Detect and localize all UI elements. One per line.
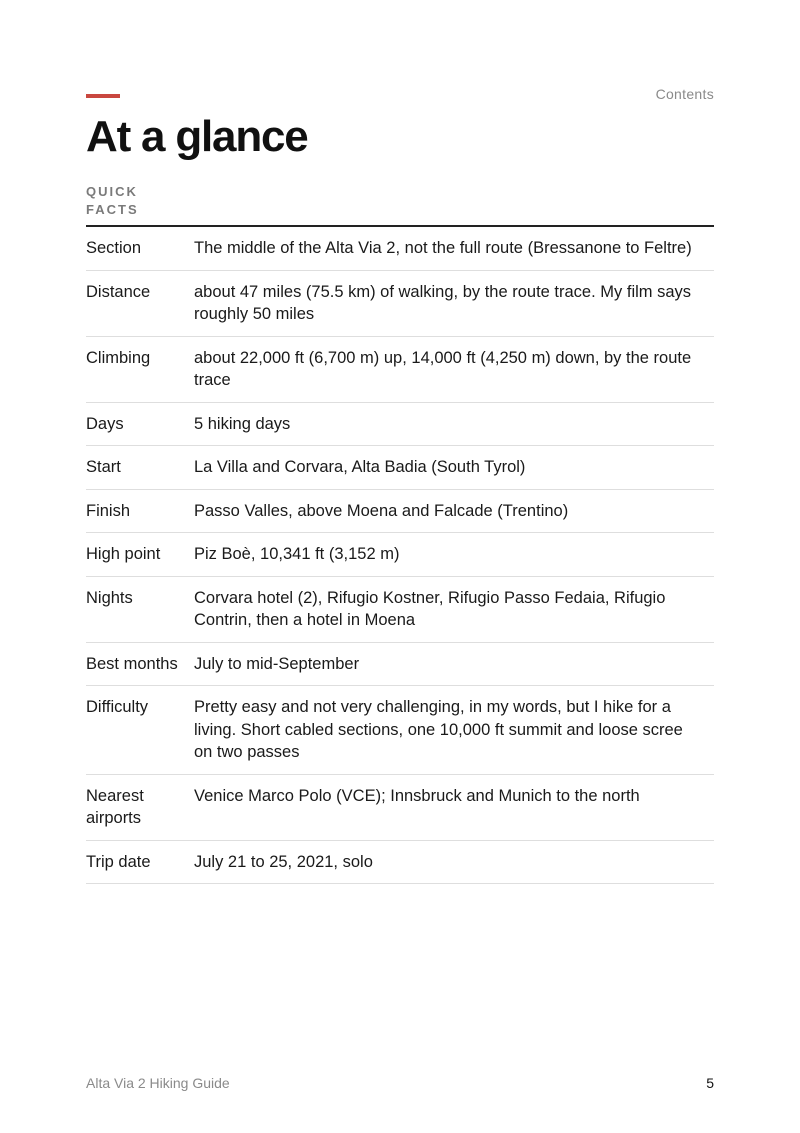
fact-row-days xyxy=(86,403,714,447)
fact-key: Distance xyxy=(86,282,151,301)
fact-row-finish xyxy=(86,490,714,534)
fact-row-trip-date xyxy=(86,841,714,885)
fact-value: Passo Valles, above Moena and Falcade (Trentino) xyxy=(194,501,569,520)
section-label: QUICK FACTS xyxy=(86,184,139,217)
fact-key: Difficulty xyxy=(86,698,149,716)
page-number: 5 xyxy=(706,1075,714,1091)
fact-key: Start xyxy=(86,458,121,476)
fact-row-difficulty xyxy=(86,686,714,775)
fact-row-start xyxy=(86,446,714,490)
fact-row-nights xyxy=(86,577,714,643)
fact-row-section xyxy=(86,227,714,271)
accent-bar xyxy=(86,94,120,98)
fact-key: Climbing xyxy=(86,348,151,367)
fact-row-distance xyxy=(86,271,714,337)
fact-value: Corvara hotel (2), Rifugio Kostner, Rifugio Passo Fedaia, Rifugio Contrin, then a hotel in Moena xyxy=(194,588,666,629)
fact-key: Days xyxy=(86,414,124,433)
fact-row-nearest-airports xyxy=(86,775,714,841)
fact-value: about 22,000 ft (6,700 m) up, 14,000 ft (4,250 m) down, by the route trace xyxy=(194,348,692,389)
fact-value: Pretty easy and not very challenging, in my words, but I hike for a living. Short cabled sections, one 10,000 ft summit and loose scree on two passes xyxy=(194,698,683,761)
fact-key: Trip date xyxy=(86,852,151,871)
page-title: At a glance xyxy=(86,112,308,161)
fact-row-high-point xyxy=(86,533,714,577)
fact-value: La Villa and Corvara, Alta Badia (South Tyrol) xyxy=(194,458,526,476)
fact-value: The middle of the Alta Via 2, not the full route (Bressanone to Feltre) xyxy=(194,239,692,257)
quick-facts-table xyxy=(86,225,714,884)
fact-key: Section xyxy=(86,239,142,257)
fact-key: High point xyxy=(86,545,161,563)
footer-guide-title: Alta Via 2 Hiking Guide xyxy=(86,1075,230,1091)
fact-row-best-months xyxy=(86,643,714,687)
fact-key: Best months xyxy=(86,654,178,673)
contents-link[interactable]: Contents xyxy=(655,86,714,102)
fact-row-climbing xyxy=(86,337,714,403)
fact-value: July 21 to 25, 2021, solo xyxy=(194,852,373,871)
fact-value: Piz Boè, 10,341 ft (3,152 m) xyxy=(194,545,400,563)
fact-value: July to mid‑September xyxy=(194,654,360,673)
fact-value: Venice Marco Polo (VCE); Innsbruck and Munich to the north xyxy=(194,786,640,805)
fact-value: about 47 miles (75.5 km) of walking, by the route trace. My film says roughly 50 miles xyxy=(194,282,692,323)
fact-value: 5 hiking days xyxy=(194,414,291,433)
fact-key: Finish xyxy=(86,501,131,520)
fact-key: Nearest airports xyxy=(86,786,144,827)
fact-key: Nights xyxy=(86,588,133,607)
